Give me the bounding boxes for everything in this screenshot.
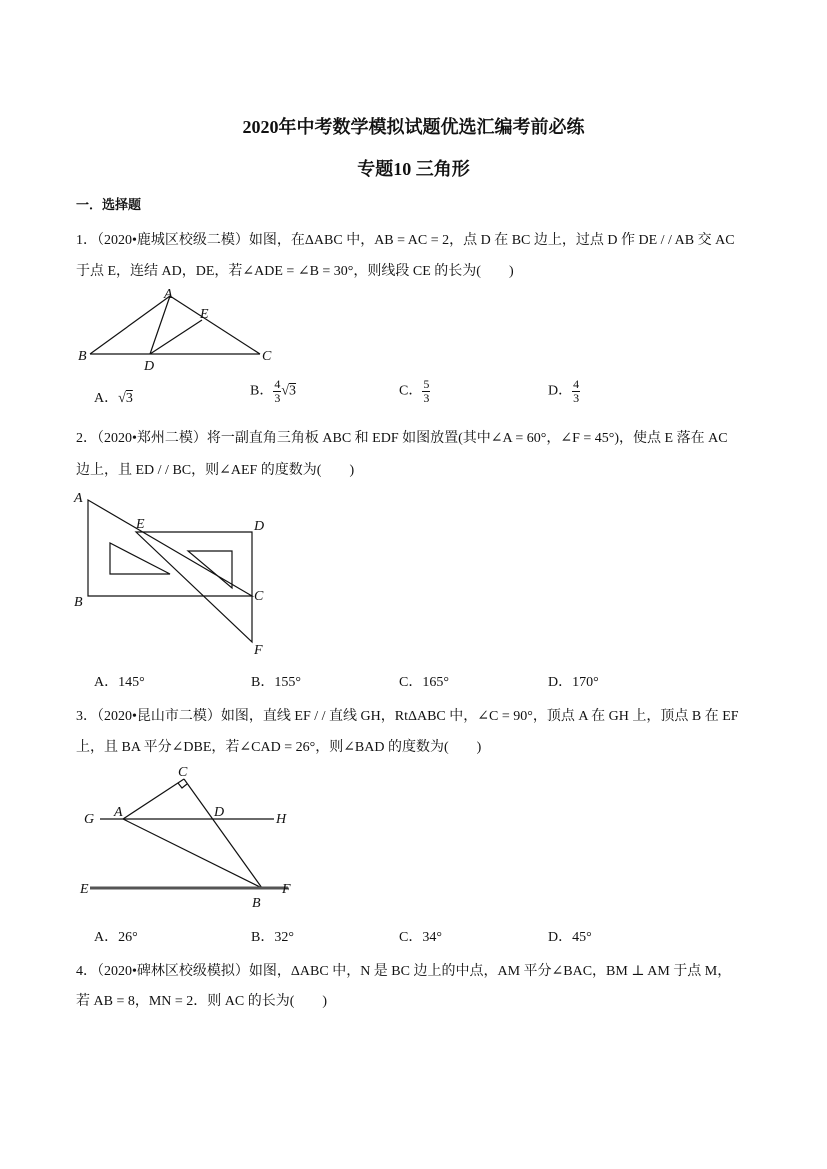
q1-option-b-num: 4 — [274, 377, 281, 391]
q1-option-d-fraction — [572, 378, 580, 405]
question-2-line-1: 2．（2020•郑州二模）将一副直角三角板 ABC 和 EDF 如图放置(其中∠A = 60°，∠F = 45°)，使点 E 落在 AC — [76, 431, 728, 446]
q1-option-b[interactable]: B． $\frac{4}{3}$ √3 — [250, 377, 297, 405]
q1-option-b-den: 3 — [274, 391, 281, 405]
question-1-line-1: 1．（2020•鹿城区校级二模）如图，在ΔABC 中，AB = AC = 2，点 D 在 BC 边上，过点 D 作 DE / / AB 交 AC — [76, 233, 735, 248]
q2-option-a[interactable]: A．145° — [94, 675, 145, 690]
q1-label-e: E — [200, 307, 209, 322]
q1-option-c[interactable] — [399, 378, 430, 405]
q1-option-d-den: 3 — [573, 391, 580, 405]
q1-option-d-num: 4 — [573, 377, 580, 391]
q2-label-d: D — [254, 519, 265, 534]
q1-option-c-label: C． — [399, 383, 423, 399]
q1-option-b-root: 3 — [289, 383, 297, 399]
q1-label-d: D — [144, 359, 155, 374]
q1-label-c: C — [262, 349, 272, 364]
q3-option-c[interactable]: C．34° — [399, 930, 442, 945]
q2-label-f: F — [254, 643, 263, 658]
question-3-line-1: 3．（2020•昆山市二模）如图，直线 EF / / 直线 GH，RtΔABC 中，∠C = 90°，顶点 A 在 GH 上，顶点 B 在 EF — [76, 709, 739, 724]
q1-label-b: B — [78, 349, 87, 364]
q2-label-a: A — [74, 491, 83, 506]
q1-option-a-value: 3 — [125, 391, 133, 406]
q3-label-d: D — [214, 805, 225, 820]
q3-label-b: B — [252, 896, 261, 911]
q3-option-b[interactable]: B．32° — [251, 930, 294, 945]
q2-label-b: B — [74, 595, 83, 610]
q1-option-b-label: B． — [250, 383, 274, 399]
question-1-figure — [70, 286, 290, 374]
question-1-line-2: 于点 E，连结 AD，DE，若∠ADE = ∠B = 30°，则线段 CE 的长为( ) — [76, 264, 514, 279]
q1-label-a: A — [164, 287, 173, 302]
question-2-figure — [70, 488, 280, 660]
section-label: 一．选择题 — [76, 197, 142, 212]
q3-label-h: H — [276, 812, 287, 827]
q2-label-e: E — [136, 517, 145, 532]
q1-option-b-fraction — [273, 378, 281, 405]
q3-label-e: E — [80, 882, 89, 897]
question-2-line-2: 边上，且 ED / / BC，则∠AEF 的度数为( ) — [76, 463, 355, 478]
q1-option-c-fraction — [422, 378, 430, 405]
q1-option-c-den: 3 — [423, 391, 430, 405]
question-3-line-2: 上，且 BA 平分∠DBE，若∠CAD = 26°，则∠BAD 的度数为( ) — [76, 740, 482, 755]
q1-option-c-num: 5 — [423, 377, 430, 391]
page-title: 2020年中考数学模拟试题优选汇编考前必练 — [242, 117, 585, 137]
q1-option-a[interactable]: A．√3 — [94, 391, 133, 406]
q2-option-d[interactable]: D．170° — [548, 675, 599, 690]
q3-option-d[interactable]: D．45° — [548, 930, 592, 945]
q3-label-a: A — [114, 805, 123, 820]
q2-label-c: C — [254, 589, 264, 604]
question-4-line-2: 若 AB = 8，MN = 2．则 AC 的长为( ) — [76, 994, 328, 1009]
q1-option-d-label: D． — [548, 383, 573, 399]
q3-option-a[interactable]: A．26° — [94, 930, 138, 945]
q2-option-c[interactable]: C．165° — [399, 675, 449, 690]
q3-label-f: F — [282, 882, 291, 897]
question-3-figure — [76, 764, 306, 912]
question-4-line-1: 4．（2020•碑林区校级模拟）如图，ΔABC 中，N 是 BC 边上的中点，AM 平分∠BAC，BM ⊥ AM 于点 M， — [76, 964, 732, 979]
q2-option-b[interactable]: B．155° — [251, 675, 301, 690]
page-subtitle: 专题10 三角形 — [357, 159, 470, 179]
q1-option-d[interactable] — [548, 378, 580, 405]
q3-label-g: G — [84, 812, 95, 827]
q3-label-c: C — [178, 765, 188, 780]
q1-option-a-label: A． — [94, 391, 119, 406]
